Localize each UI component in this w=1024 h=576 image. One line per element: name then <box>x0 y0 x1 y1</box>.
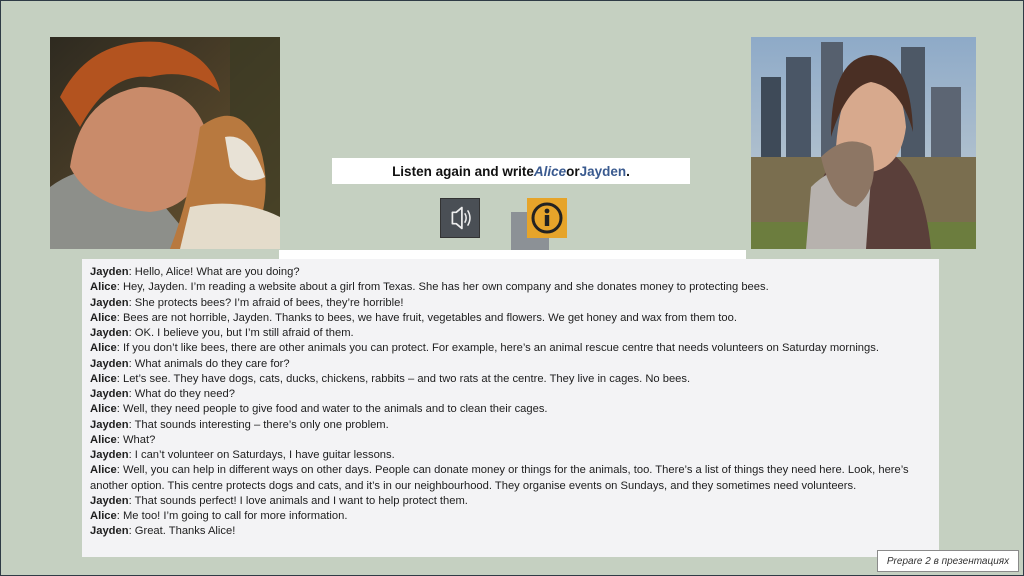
name-jayden: Jayden <box>579 163 627 179</box>
transcript-line <box>90 326 931 341</box>
transcript-line <box>90 448 931 463</box>
speaker-icon <box>441 199 479 237</box>
line-text: : She protects bees? I’m afraid of bees, they’re horrible! <box>128 296 404 309</box>
task-instruction <box>332 158 690 184</box>
speaker-name: Jayden <box>90 296 129 309</box>
speaker-name: Alice <box>90 342 117 355</box>
transcript-line <box>90 463 931 494</box>
line-text: : Hello, Alice! What are you doing? <box>128 266 300 278</box>
speaker-name: Alice <box>90 311 117 324</box>
speaker-name: Jayden <box>90 327 129 339</box>
man-with-dog-image <box>50 37 280 249</box>
transcript-line <box>90 296 931 311</box>
info-icon <box>527 198 567 238</box>
line-text: : Hey, Jayden. I’m reading a website about a girl from Texas. She has her own company and she donates money to protecting bees. <box>116 281 769 294</box>
transcript-line <box>90 341 931 356</box>
transcript-line <box>90 433 931 448</box>
transcript-panel <box>82 259 939 557</box>
line-text: : Great. Thanks Alice! <box>128 525 236 538</box>
instruction-connector: or <box>566 163 580 179</box>
transcript-line <box>90 372 931 387</box>
line-text: : Bees are not horrible, Jayden. Thanks to bees, we have fruit, vegetables and flowers. We get honey and wax from them too. <box>116 311 737 324</box>
line-text: : What? <box>116 433 156 446</box>
transcript-line <box>90 524 931 539</box>
girl-with-cat-image <box>751 37 976 249</box>
line-text: : What animals do they care for? <box>128 357 290 370</box>
transcript-line <box>90 418 931 433</box>
speaker-name: Jayden <box>90 388 129 400</box>
speaker-name: Alice <box>90 281 117 294</box>
footer-label: Prepare 2 в презентациях <box>877 550 1019 572</box>
speaker-name: Alice <box>90 403 117 416</box>
transcript-line <box>90 494 931 509</box>
speaker-name: Alice <box>90 372 117 385</box>
transcript-line <box>90 265 931 280</box>
line-text: : If you don’t like bees, there are other animals you can protect. For example, here’s an animal rescue centre that needs volunteers on Saturday mornings. <box>116 342 879 355</box>
line-text: : That sounds interesting – there’s only one problem. <box>128 418 389 431</box>
line-text: : Well, you can help in different ways on other days. People can donate money or things for the animals, too. There’s a list of things they need here. Look, here’s another option. This centre protects dogs and cats, and it’s in our neighbourhood. They organise events on Sundays, and they sometimes need volunteers. <box>90 464 909 492</box>
transcript-line <box>90 387 931 402</box>
speaker-name: Jayden <box>90 525 129 538</box>
speaker-name: Jayden <box>90 418 129 431</box>
line-text: : Let’s see. They have dogs, cats, ducks, chickens, rabbits – and two rats at the centre. They live in cages. No bees. <box>116 372 691 385</box>
line-text: : That sounds perfect! I love animals and I want to help protect them. <box>128 494 468 507</box>
transcript-line <box>90 357 931 372</box>
line-text: : Me too! I’m going to call for more information. <box>116 510 348 522</box>
info-button[interactable] <box>527 198 567 238</box>
speaker-name: Jayden <box>90 357 129 370</box>
line-text: : OK. I believe you, but I’m still afraid of them. <box>128 327 354 339</box>
name-alice: Alice <box>533 163 567 179</box>
transcript-line <box>90 509 931 524</box>
speaker-name: Jayden <box>90 449 129 461</box>
line-text: : Well, they need people to give food and water to the animals and to clean their cages. <box>116 403 548 416</box>
instruction-suffix: . <box>626 163 630 179</box>
transcript-line <box>90 280 931 295</box>
speaker-name: Alice <box>90 464 117 477</box>
speaker-name: Alice <box>90 510 117 522</box>
speaker-name: Jayden <box>90 266 129 278</box>
instruction-text: Listen again and write <box>392 163 534 179</box>
line-text: : I can’t volunteer on Saturdays, I have guitar lessons. <box>128 449 395 461</box>
speaker-name: Alice <box>90 433 117 446</box>
line-text: : What do they need? <box>128 388 235 400</box>
audio-play-button[interactable] <box>440 198 480 238</box>
transcript-line <box>90 311 931 326</box>
transcript-line <box>90 402 931 417</box>
speaker-name: Jayden <box>90 494 129 507</box>
